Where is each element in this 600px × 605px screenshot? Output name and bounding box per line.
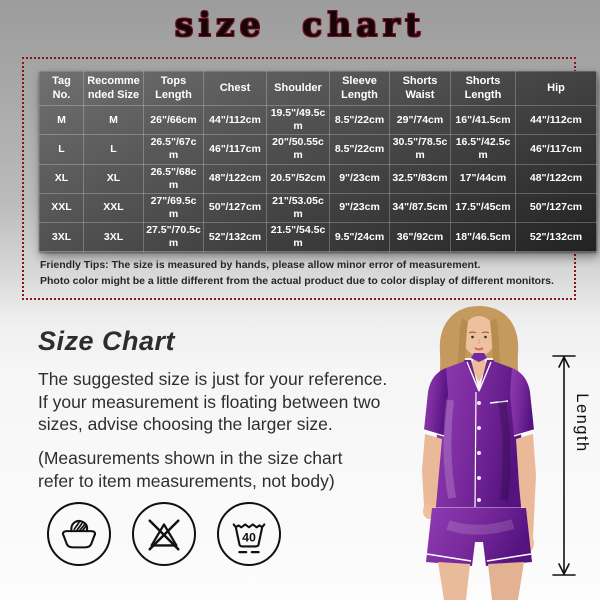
table-cell: 36"/92cm [390, 223, 451, 252]
table-cell: 50"/127cm [204, 193, 267, 222]
table-cell: 17"/44cm [451, 164, 516, 193]
table-cell: M [84, 106, 144, 135]
table-cell: 9"/23cm [330, 193, 390, 222]
table-cell: M [40, 106, 84, 135]
column-header: Shoulder [267, 72, 330, 106]
section-heading: Size Chart [38, 326, 176, 356]
machine-wash-40-icon [217, 502, 281, 566]
table-row [40, 223, 597, 252]
table-cell: 3XL [40, 223, 84, 252]
column-header: Tag No. [40, 72, 84, 106]
table-cell: 20"/50.55cm [267, 135, 330, 164]
column-header: Recommended Size [84, 72, 144, 106]
table-cell: 8.5"/22cm [330, 106, 390, 135]
table-cell: XXL [40, 193, 84, 222]
do-not-bleach-icon [132, 502, 196, 566]
table-cell: 9"/23cm [330, 164, 390, 193]
table-cell: 26.5"/68cm [144, 164, 204, 193]
table-cell: 44"/112cm [204, 106, 267, 135]
reference-note: The suggested size is just for your reference. If your measurement is floating between two sizes, advise choosing the larger size. [38, 369, 388, 434]
friendly-tips [40, 258, 554, 289]
table-row [40, 193, 597, 222]
table-cell: 52"/132cm [516, 223, 597, 252]
tips-line-1: Friendly Tips: The size is measured by hands, please allow minor error of measurement. [40, 259, 481, 271]
table-cell: 46"/117cm [204, 135, 267, 164]
wash-temperature: 40 [242, 530, 256, 545]
table-cell: L [84, 135, 144, 164]
column-header: Tops Length [144, 72, 204, 106]
measurement-note: (Measurements shown in the size chart refer to item measurements, not body) [38, 448, 343, 491]
column-header: Chest [204, 72, 267, 106]
pajama-model-illustration [378, 300, 560, 600]
care-icons-row [47, 502, 281, 566]
tips-line-2: Photo color might be a little different from the actual product due to color display of different monitors. [40, 274, 554, 287]
table-cell: 48"/122cm [204, 164, 267, 193]
table-cell: 34"/87.5cm [390, 193, 451, 222]
table-row [40, 135, 597, 164]
table-cell: XL [84, 164, 144, 193]
hand-wash-icon [47, 502, 111, 566]
table-cell: L [40, 135, 84, 164]
page-title: size chart [174, 5, 426, 44]
table-cell: 32.5"/83cm [390, 164, 451, 193]
table-cell: 30.5"/78.5cm [390, 135, 451, 164]
table-cell: 20.5"/52cm [267, 164, 330, 193]
table-cell: 29"/74cm [390, 106, 451, 135]
table-cell: 19.5"/49.5cm [267, 106, 330, 135]
table-cell: 16"/41.5cm [451, 106, 516, 135]
table-cell: 44"/112cm [516, 106, 597, 135]
column-header: Sleeve Length [330, 72, 390, 106]
size-table-panel [22, 57, 583, 300]
table-cell: 21"/53.05cm [267, 193, 330, 222]
table-cell: 8.5"/22cm [330, 135, 390, 164]
table-cell: XL [40, 164, 84, 193]
product-photo [378, 300, 560, 600]
table-cell: 26"/66cm [144, 106, 204, 135]
length-label: Length [573, 393, 591, 453]
column-header: Shorts Waist [390, 72, 451, 106]
table-cell: 48"/122cm [516, 164, 597, 193]
pajama-shorts [426, 508, 532, 566]
table-cell: 21.5"/54.5cm [267, 223, 330, 252]
table-row [40, 164, 597, 193]
table-cell: 17.5"/45cm [451, 193, 516, 222]
table-cell: 50"/127cm [516, 193, 597, 222]
table-cell: 52"/132cm [204, 223, 267, 252]
table-cell: XXL [84, 193, 144, 222]
table-cell: 46"/117cm [516, 135, 597, 164]
table-cell: 3XL [84, 223, 144, 252]
table-cell: 27"/69.5cm [144, 193, 204, 222]
table-cell: 26.5"/67cm [144, 135, 204, 164]
table-row [40, 106, 597, 135]
table-cell: 9.5"/24cm [330, 223, 390, 252]
column-header: Hip [516, 72, 597, 106]
table-cell: 16.5"/42.5cm [451, 135, 516, 164]
column-header: Shorts Length [451, 72, 516, 106]
table-cell: 18"/46.5cm [451, 223, 516, 252]
size-table [39, 71, 597, 252]
table-cell: 27.5"/70.5cm [144, 223, 204, 252]
